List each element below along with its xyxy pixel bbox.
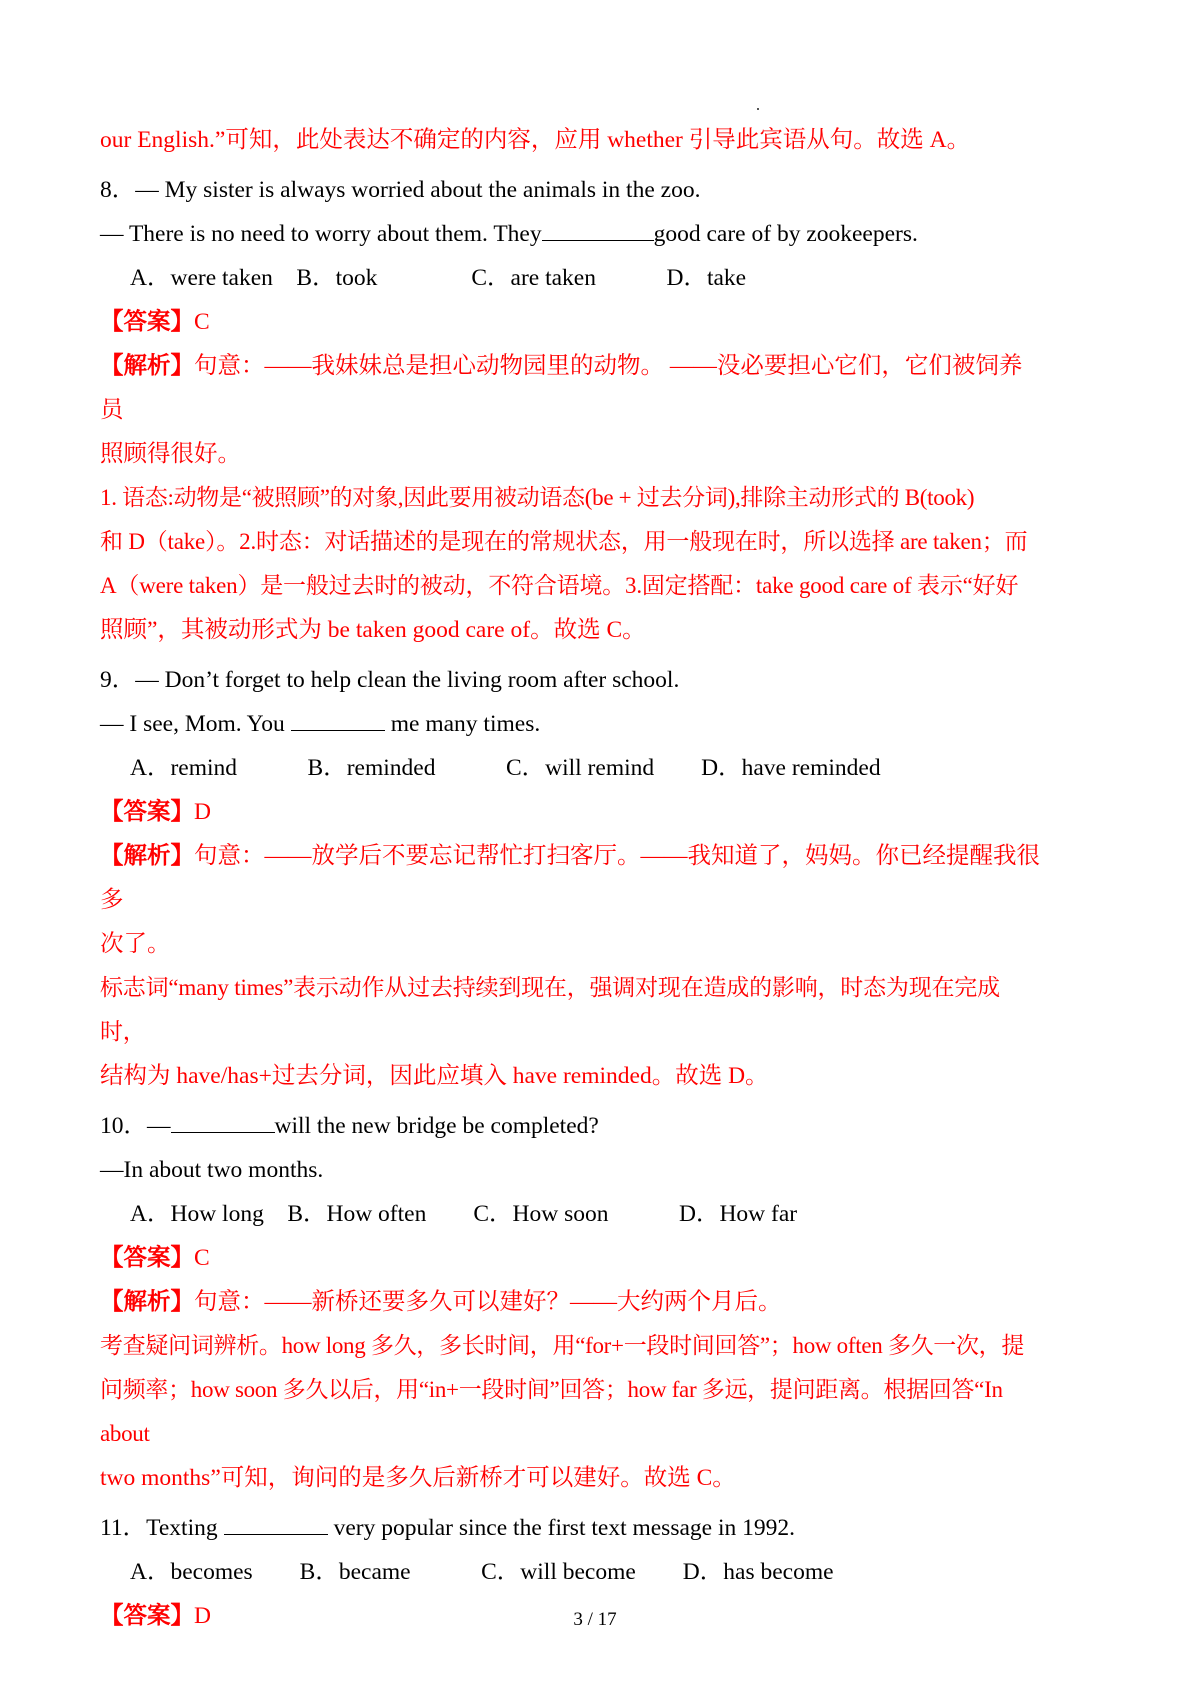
question-9-stem-text-2a: — I see, Mom. You [100, 711, 285, 737]
question-8-answer-label: 【答案】 [100, 309, 194, 335]
question-10-answer-value: C [194, 1245, 210, 1271]
question-8-analysis-line-6: 照顾”，其被动形式为 be taken good care of。故选 C。 [100, 617, 646, 643]
question-9-stem-line-2 [100, 702, 1040, 746]
question-9-stem-text-1: — Don’t forget to help clean the living room after school. [135, 667, 680, 693]
question-9 [100, 658, 1040, 1098]
question-10-stem-text-1b: will the new bridge be completed? [274, 1113, 599, 1139]
question-9-options: A．remind B．reminded C．will remind D．have reminded [130, 755, 881, 781]
question-10-stem-line-1 [100, 1104, 1040, 1148]
page-number: 3 / 17 [573, 1609, 617, 1630]
question-10-dash: — [147, 1113, 171, 1139]
question-9-analysis-label: 【解析】 [100, 843, 194, 869]
question-11-answer-label: 【答案】 [100, 1603, 194, 1629]
question-10-analysis-line-3: 问频率；how soon 多久以后，用“in+一段时间”回答；how far 多远，提问距离。根据回答“In about [100, 1377, 1009, 1446]
question-10-analysis-line-2: 考查疑问词辨析。how long 多久，多长时间，用“for+一段时间回答”；how often 多久一次，提 [100, 1333, 1025, 1358]
question-11-stem-text-1b: very popular since the first text message in 1992. [333, 1515, 795, 1541]
question-11-answer-value: D [194, 1603, 211, 1629]
page-content [100, 118, 1040, 1638]
question-9-analysis-line-3: 标志词“many times”表示动作从过去持续到现在，强调对现在造成的影响，时态为现在完成时， [100, 975, 1000, 1044]
question-9-analysis-line-1 [100, 834, 1040, 922]
question-11-stem-text-1a: Texting [146, 1515, 218, 1541]
question-8-stem-text-2a: — There is no need to worry about them. They [100, 221, 542, 247]
question-10-analysis-line-1 [100, 1280, 1040, 1324]
question-9-stem-line-1 [100, 658, 1040, 702]
question-8-analysis-line-3: 1. 语态:动物是“被照顾”的对象,因此要用被动语态(be + 过去分词),排除主动形式的 B(took) [100, 485, 975, 510]
question-8-analysis-line-1 [100, 344, 1040, 432]
question-8-number: 8． [100, 177, 136, 203]
question-8-analysis-line-5: A（were taken）是一般过去时的被动，不符合语境。3.固定搭配：take good care of 表示“好好 [100, 573, 1019, 598]
question-9-stem-text-2b: me many times. [390, 711, 541, 737]
question-9-answer [100, 790, 1040, 834]
question-8-analysis-line-2: 照顾得很好。 [100, 441, 241, 467]
question-8-analysis-label: 【解析】 [100, 353, 194, 379]
question-10-analysis-line-4: two months”可知，询问的是多久后新桥才可以建好。故选 C。 [100, 1465, 736, 1491]
question-8-analysis-text-1: 句意：——我妹妹总是担心动物园里的动物。 ——没必要担心它们，它们被饲养员 [100, 353, 1023, 423]
question-10-answer [100, 1236, 1040, 1280]
question-10-number: 10． [100, 1113, 147, 1139]
question-9-answer-value: D [194, 799, 211, 825]
question-9-number: 9． [100, 667, 136, 693]
question-10-options: A．How long B．How often C．How soon D．How far [130, 1201, 798, 1227]
question-10 [100, 1104, 1040, 1500]
question-10-blank [171, 1114, 275, 1133]
question-8-stem-text-2b: good care of by zookeepers. [653, 221, 918, 247]
question-8-options: A．were taken B．took C．are taken D．take [130, 265, 747, 291]
question-8-answer [100, 300, 1040, 344]
carryover-explanation-line: our English.”可知，此处表达不确定的内容，应用 whether 引导此宾语从句。故选 A。 [100, 127, 971, 153]
question-8-blank [542, 222, 654, 241]
question-10-analysis-text-1: 句意：——新桥还要多久可以建好？——大约两个月后。 [194, 1289, 782, 1315]
question-8 [100, 168, 1040, 652]
question-11-stem-line-1 [100, 1506, 1040, 1550]
question-8-stem-line-1 [100, 168, 1040, 212]
question-9-analysis-line-4: 结构为 have/has+过去分词，因此应填入 have reminded。故选 D。 [100, 1063, 769, 1089]
question-11-options: A．becomes B．became C．will become D．has become [130, 1559, 834, 1585]
question-10-analysis-label: 【解析】 [100, 1289, 194, 1315]
question-9-answer-label: 【答案】 [100, 799, 194, 825]
question-11-number: 11． [100, 1515, 147, 1541]
question-8-answer-value: C [194, 309, 210, 335]
question-9-analysis-text-1: 句意：——放学后不要忘记帮忙打扫客厅。——我知道了，妈妈。你已经提醒我很多 [100, 843, 1040, 913]
question-9-blank [291, 712, 385, 731]
question-10-answer-label: 【答案】 [100, 1245, 194, 1271]
question-11-blank [224, 1516, 328, 1535]
question-8-stem-line-2 [100, 212, 1040, 256]
question-8-stem-text-1: — My sister is always worried about the animals in the zoo. [135, 177, 701, 203]
question-8-analysis-line-4: 和 D（take）。2.时态：对话描述的是现在的常规状态，用一般现在时，所以选择 are taken；而 [100, 529, 1028, 554]
stray-dot-mark [757, 108, 759, 110]
question-10-stem-line-2: —In about two months. [100, 1157, 324, 1183]
question-9-analysis-line-2: 次了。 [100, 931, 171, 957]
